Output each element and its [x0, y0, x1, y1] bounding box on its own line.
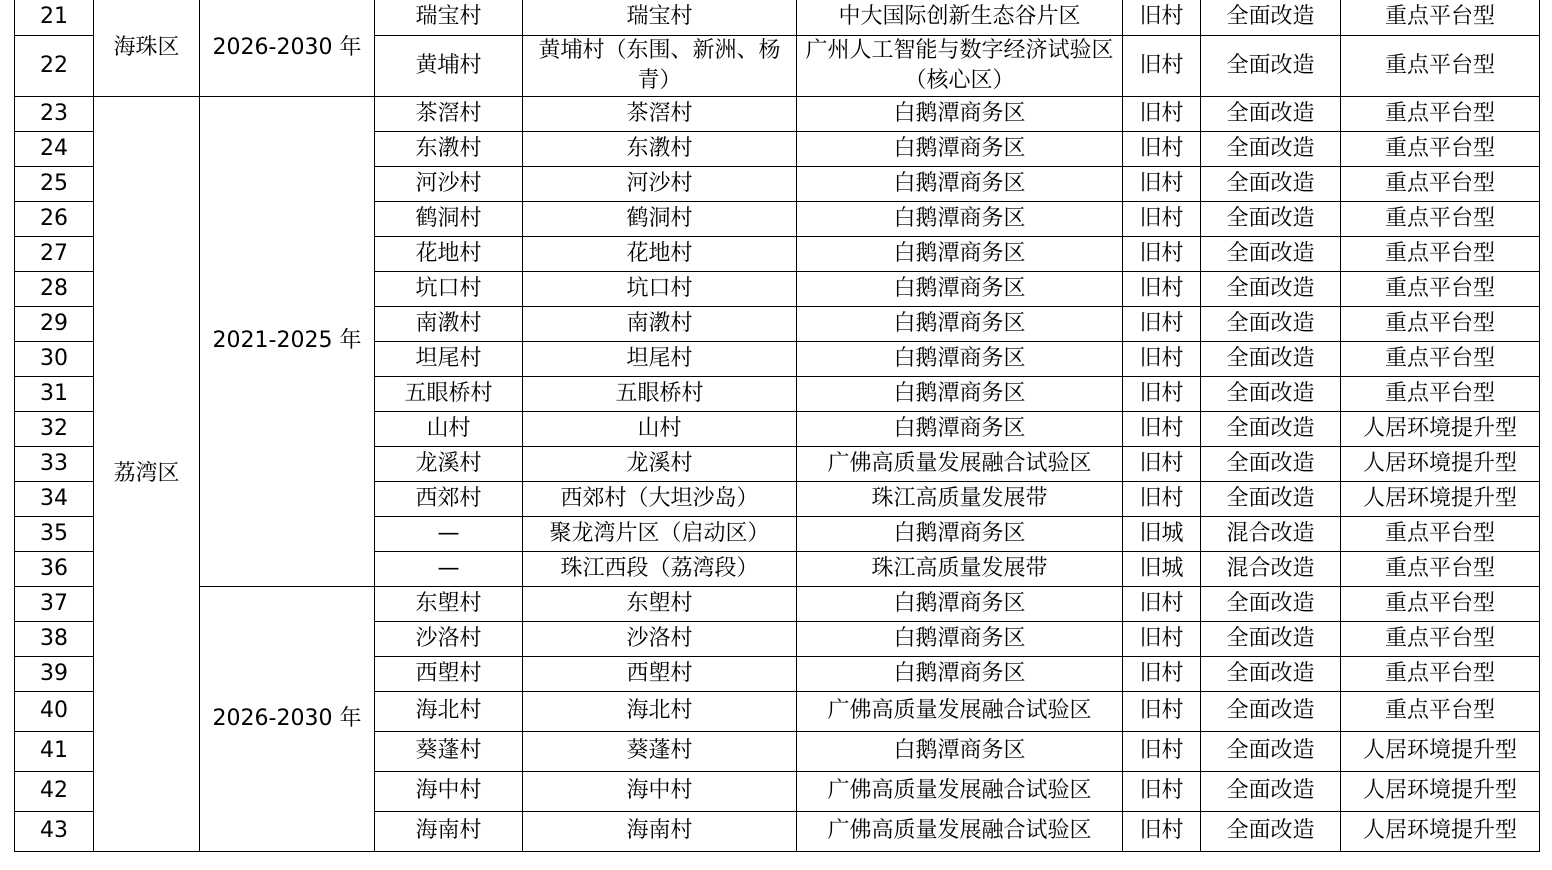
mode-cell: 全面改造	[1201, 35, 1341, 96]
row-number: 34	[15, 481, 94, 516]
kind-cell: 旧村	[1123, 731, 1201, 771]
scope-cell: 西郊村（大坦沙岛）	[523, 481, 797, 516]
kind-cell: 旧村	[1123, 236, 1201, 271]
scope-cell: 葵蓬村	[523, 731, 797, 771]
village-cell: 黄埔村	[375, 35, 523, 96]
row-number: 28	[15, 271, 94, 306]
village-cell: 西塱村	[375, 656, 523, 691]
mode-cell: 全面改造	[1201, 236, 1341, 271]
zone-cell: 白鹅潭商务区	[797, 236, 1123, 271]
zone-cell: 白鹅潭商务区	[797, 201, 1123, 236]
row-number: 42	[15, 771, 94, 811]
zone-cell: 广佛高质量发展融合试验区	[797, 811, 1123, 851]
type-cell: 重点平台型	[1341, 201, 1540, 236]
row-number: 22	[15, 35, 94, 96]
row-number: 32	[15, 411, 94, 446]
row-number: 36	[15, 551, 94, 586]
mode-cell: 全面改造	[1201, 771, 1341, 811]
mode-cell: 全面改造	[1201, 306, 1341, 341]
village-cell: 瑞宝村	[375, 0, 523, 35]
kind-cell: 旧村	[1123, 691, 1201, 731]
scope-cell: 花地村	[523, 236, 797, 271]
village-cell: 海北村	[375, 691, 523, 731]
row-number: 31	[15, 376, 94, 411]
table-row	[15, 586, 1540, 621]
scope-cell: 龙溪村	[523, 446, 797, 481]
row-number: 27	[15, 236, 94, 271]
village-cell: 南漖村	[375, 306, 523, 341]
type-cell: 重点平台型	[1341, 516, 1540, 551]
mode-cell: 全面改造	[1201, 446, 1341, 481]
mode-cell: 全面改造	[1201, 481, 1341, 516]
village-cell: —	[375, 551, 523, 586]
kind-cell: 旧村	[1123, 771, 1201, 811]
mode-cell: 全面改造	[1201, 271, 1341, 306]
village-cell: 海南村	[375, 811, 523, 851]
type-cell: 人居环境提升型	[1341, 811, 1540, 851]
mode-cell: 全面改造	[1201, 691, 1341, 731]
type-cell: 重点平台型	[1341, 35, 1540, 96]
village-cell: 东漖村	[375, 131, 523, 166]
village-cell: 东塱村	[375, 586, 523, 621]
village-cell: 山村	[375, 411, 523, 446]
district-cell: 海珠区	[94, 0, 200, 96]
village-cell: 西郊村	[375, 481, 523, 516]
kind-cell: 旧村	[1123, 166, 1201, 201]
type-cell: 重点平台型	[1341, 656, 1540, 691]
zone-cell: 白鹅潭商务区	[797, 96, 1123, 131]
type-cell: 人居环境提升型	[1341, 411, 1540, 446]
village-cell: 沙洛村	[375, 621, 523, 656]
type-cell: 重点平台型	[1341, 341, 1540, 376]
mode-cell: 全面改造	[1201, 0, 1341, 35]
mode-cell: 全面改造	[1201, 586, 1341, 621]
type-cell: 重点平台型	[1341, 306, 1540, 341]
period-cell: 2021-2025 年	[200, 96, 375, 586]
mode-cell: 全面改造	[1201, 131, 1341, 166]
kind-cell: 旧村	[1123, 621, 1201, 656]
kind-cell: 旧村	[1123, 586, 1201, 621]
kind-cell: 旧村	[1123, 411, 1201, 446]
scope-cell: 海北村	[523, 691, 797, 731]
kind-cell: 旧村	[1123, 96, 1201, 131]
kind-cell: 旧城	[1123, 551, 1201, 586]
type-cell: 重点平台型	[1341, 621, 1540, 656]
scope-cell: 南漖村	[523, 306, 797, 341]
village-cell: 花地村	[375, 236, 523, 271]
row-number: 23	[15, 96, 94, 131]
mode-cell: 全面改造	[1201, 731, 1341, 771]
mode-cell: 全面改造	[1201, 96, 1341, 131]
kind-cell: 旧村	[1123, 656, 1201, 691]
kind-cell: 旧村	[1123, 481, 1201, 516]
scope-cell: 茶滘村	[523, 96, 797, 131]
scope-cell: 坦尾村	[523, 341, 797, 376]
scope-cell: 东塱村	[523, 586, 797, 621]
row-number: 38	[15, 621, 94, 656]
zone-cell: 白鹅潭商务区	[797, 166, 1123, 201]
type-cell: 重点平台型	[1341, 586, 1540, 621]
zone-cell: 白鹅潭商务区	[797, 341, 1123, 376]
zone-cell: 广州人工智能与数字经济试验区（核心区）	[797, 35, 1123, 96]
row-number: 35	[15, 516, 94, 551]
village-cell: 茶滘村	[375, 96, 523, 131]
kind-cell: 旧村	[1123, 306, 1201, 341]
scope-cell: 河沙村	[523, 166, 797, 201]
zone-cell: 珠江高质量发展带	[797, 551, 1123, 586]
scope-cell: 珠江西段（荔湾段）	[523, 551, 797, 586]
village-cell: 河沙村	[375, 166, 523, 201]
mode-cell: 全面改造	[1201, 811, 1341, 851]
mode-cell: 全面改造	[1201, 341, 1341, 376]
period-cell: 2026-2030 年	[200, 586, 375, 851]
kind-cell: 旧村	[1123, 0, 1201, 35]
kind-cell: 旧村	[1123, 376, 1201, 411]
kind-cell: 旧村	[1123, 35, 1201, 96]
scope-cell: 聚龙湾片区（启动区）	[523, 516, 797, 551]
zone-cell: 广佛高质量发展融合试验区	[797, 446, 1123, 481]
zone-cell: 广佛高质量发展融合试验区	[797, 691, 1123, 731]
scope-cell: 黄埔村（东围、新洲、杨青）	[523, 35, 797, 96]
row-number: 21	[15, 0, 94, 35]
row-number: 29	[15, 306, 94, 341]
kind-cell: 旧村	[1123, 201, 1201, 236]
zone-cell: 白鹅潭商务区	[797, 516, 1123, 551]
zone-cell: 白鹅潭商务区	[797, 131, 1123, 166]
zone-cell: 中大国际创新生态谷片区	[797, 0, 1123, 35]
type-cell: 重点平台型	[1341, 166, 1540, 201]
village-cell: 龙溪村	[375, 446, 523, 481]
zone-cell: 白鹅潭商务区	[797, 411, 1123, 446]
type-cell: 重点平台型	[1341, 131, 1540, 166]
mode-cell: 全面改造	[1201, 376, 1341, 411]
row-number: 39	[15, 656, 94, 691]
row-number: 30	[15, 341, 94, 376]
table-row	[15, 96, 1540, 131]
mode-cell: 混合改造	[1201, 551, 1341, 586]
row-number: 24	[15, 131, 94, 166]
zone-cell: 白鹅潭商务区	[797, 621, 1123, 656]
type-cell: 重点平台型	[1341, 0, 1540, 35]
mode-cell: 全面改造	[1201, 656, 1341, 691]
type-cell: 重点平台型	[1341, 96, 1540, 131]
scope-cell: 鹤洞村	[523, 201, 797, 236]
scope-cell: 五眼桥村	[523, 376, 797, 411]
mode-cell: 全面改造	[1201, 166, 1341, 201]
zone-cell: 白鹅潭商务区	[797, 376, 1123, 411]
zone-cell: 白鹅潭商务区	[797, 306, 1123, 341]
type-cell: 人居环境提升型	[1341, 446, 1540, 481]
type-cell: 人居环境提升型	[1341, 731, 1540, 771]
row-number: 37	[15, 586, 94, 621]
mode-cell: 全面改造	[1201, 621, 1341, 656]
kind-cell: 旧村	[1123, 341, 1201, 376]
type-cell: 重点平台型	[1341, 271, 1540, 306]
zone-cell: 广佛高质量发展融合试验区	[797, 771, 1123, 811]
zone-cell: 白鹅潭商务区	[797, 656, 1123, 691]
kind-cell: 旧村	[1123, 446, 1201, 481]
renewal-project-table	[14, 0, 1540, 852]
kind-cell: 旧村	[1123, 131, 1201, 166]
scope-cell: 海南村	[523, 811, 797, 851]
type-cell: 重点平台型	[1341, 551, 1540, 586]
row-number: 25	[15, 166, 94, 201]
district-cell: 荔湾区	[94, 96, 200, 851]
mode-cell: 全面改造	[1201, 201, 1341, 236]
village-cell: 鹤洞村	[375, 201, 523, 236]
village-cell: 坦尾村	[375, 341, 523, 376]
kind-cell: 旧村	[1123, 271, 1201, 306]
type-cell: 重点平台型	[1341, 691, 1540, 731]
row-number: 26	[15, 201, 94, 236]
zone-cell: 白鹅潭商务区	[797, 586, 1123, 621]
type-cell: 人居环境提升型	[1341, 481, 1540, 516]
row-number: 40	[15, 691, 94, 731]
renewal-project-table-container	[14, 0, 1539, 852]
mode-cell: 混合改造	[1201, 516, 1341, 551]
row-number: 33	[15, 446, 94, 481]
type-cell: 重点平台型	[1341, 376, 1540, 411]
village-cell: 五眼桥村	[375, 376, 523, 411]
zone-cell: 珠江高质量发展带	[797, 481, 1123, 516]
scope-cell: 山村	[523, 411, 797, 446]
village-cell: 坑口村	[375, 271, 523, 306]
row-number: 43	[15, 811, 94, 851]
zone-cell: 白鹅潭商务区	[797, 731, 1123, 771]
row-number: 41	[15, 731, 94, 771]
table-row	[15, 0, 1540, 35]
village-cell: 海中村	[375, 771, 523, 811]
village-cell: 葵蓬村	[375, 731, 523, 771]
period-cell: 2026-2030 年	[200, 0, 375, 96]
scope-cell: 坑口村	[523, 271, 797, 306]
type-cell: 人居环境提升型	[1341, 771, 1540, 811]
village-cell: —	[375, 516, 523, 551]
scope-cell: 西塱村	[523, 656, 797, 691]
type-cell: 重点平台型	[1341, 236, 1540, 271]
mode-cell: 全面改造	[1201, 411, 1341, 446]
scope-cell: 沙洛村	[523, 621, 797, 656]
scope-cell: 瑞宝村	[523, 0, 797, 35]
scope-cell: 海中村	[523, 771, 797, 811]
scope-cell: 东漖村	[523, 131, 797, 166]
kind-cell: 旧城	[1123, 516, 1201, 551]
zone-cell: 白鹅潭商务区	[797, 271, 1123, 306]
kind-cell: 旧村	[1123, 811, 1201, 851]
